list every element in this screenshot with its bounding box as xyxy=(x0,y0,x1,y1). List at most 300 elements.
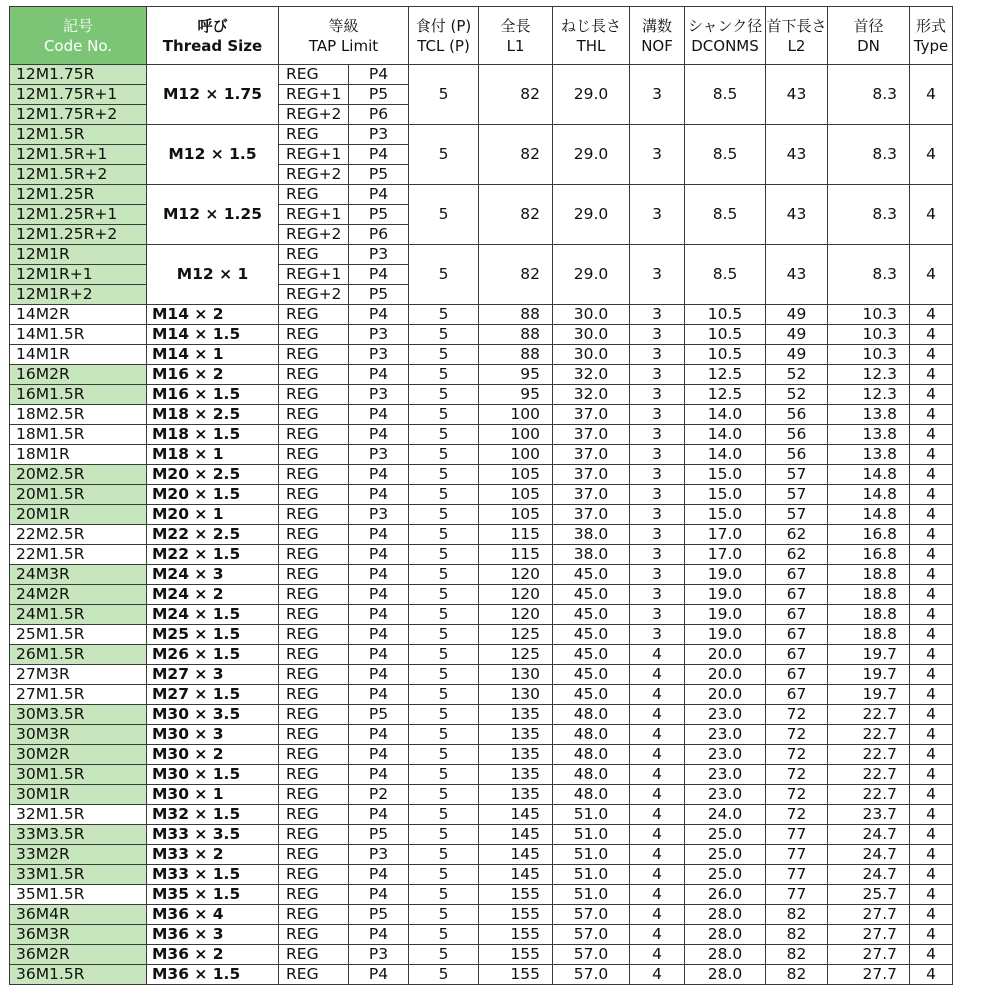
thl-cell: 57.0 xyxy=(553,945,630,965)
l2-cell: 43 xyxy=(766,245,828,305)
code-cell: 12M1.25R+1 xyxy=(10,205,147,225)
nof-cell: 3 xyxy=(630,545,685,565)
thread-size-cell: M33 × 3.5 xyxy=(147,825,279,845)
tap-limit-cell: REG xyxy=(279,905,349,925)
dconms-cell: 28.0 xyxy=(685,965,766,985)
table-row xyxy=(10,865,953,885)
tap-limit-cell: REG xyxy=(279,245,349,265)
dn-cell: 18.8 xyxy=(828,585,910,605)
code-cell: 24M1.5R xyxy=(10,605,147,625)
thread-size-cell: M18 × 2.5 xyxy=(147,405,279,425)
tcl-cell: 5 xyxy=(409,385,479,405)
type-cell: 4 xyxy=(910,585,953,605)
dconms-cell: 20.0 xyxy=(685,665,766,685)
dconms-cell: 8.5 xyxy=(685,245,766,305)
tap-limit-cell: REG+1 xyxy=(279,265,349,285)
tap-limit-cell: REG xyxy=(279,625,349,645)
code-cell: 18M1.5R xyxy=(10,425,147,445)
dconms-cell: 10.5 xyxy=(685,345,766,365)
tcl-cell: 5 xyxy=(409,705,479,725)
tap-limit-cell: REG xyxy=(279,125,349,145)
thread-size-cell: M36 × 2 xyxy=(147,945,279,965)
type-cell: 4 xyxy=(910,765,953,785)
code-cell: 20M1R xyxy=(10,505,147,525)
dconms-cell: 15.0 xyxy=(685,485,766,505)
tcl-cell: 5 xyxy=(409,765,479,785)
l2-cell: 67 xyxy=(766,685,828,705)
tcl-cell: 5 xyxy=(409,545,479,565)
tap-limit-p-cell: P3 xyxy=(349,325,409,345)
code-cell: 16M2R xyxy=(10,365,147,385)
table-row xyxy=(10,325,953,345)
type-cell: 4 xyxy=(910,785,953,805)
type-cell: 4 xyxy=(910,125,953,185)
tcl-cell: 5 xyxy=(409,365,479,385)
tap-limit-cell: REG xyxy=(279,725,349,745)
l1-cell: 135 xyxy=(479,765,553,785)
tcl-cell: 5 xyxy=(409,925,479,945)
tcl-cell: 5 xyxy=(409,585,479,605)
table-row xyxy=(10,725,953,745)
table-row xyxy=(10,525,953,545)
l1-cell: 82 xyxy=(479,245,553,305)
thread-size-cell: M24 × 2 xyxy=(147,585,279,605)
code-cell: 12M1.75R xyxy=(10,65,147,85)
dconms-cell: 10.5 xyxy=(685,305,766,325)
tap-limit-cell: REG xyxy=(279,465,349,485)
l2-cell: 82 xyxy=(766,905,828,925)
header-l2: 首下長さ L2 xyxy=(766,7,828,65)
tap-limit-p-cell: P5 xyxy=(349,205,409,225)
l2-cell: 72 xyxy=(766,765,828,785)
header-tcl: 食付 (P) TCL (P) xyxy=(409,7,479,65)
tap-limit-cell: REG+2 xyxy=(279,225,349,245)
tap-limit-p-cell: P3 xyxy=(349,945,409,965)
table-row xyxy=(10,965,953,985)
tap-limit-cell: REG xyxy=(279,645,349,665)
dn-cell: 22.7 xyxy=(828,785,910,805)
table-row xyxy=(10,485,953,505)
dn-cell: 23.7 xyxy=(828,805,910,825)
table-row xyxy=(10,425,953,445)
tap-limit-cell: REG+1 xyxy=(279,205,349,225)
tap-limit-p-cell: P3 xyxy=(349,125,409,145)
type-cell: 4 xyxy=(910,905,953,925)
tcl-cell: 5 xyxy=(409,485,479,505)
type-cell: 4 xyxy=(910,245,953,305)
dn-cell: 22.7 xyxy=(828,705,910,725)
header-code: 記号 Code No. xyxy=(10,7,147,65)
dconms-cell: 10.5 xyxy=(685,325,766,345)
code-cell: 27M1.5R xyxy=(10,685,147,705)
type-cell: 4 xyxy=(910,305,953,325)
thread-size-cell: M24 × 1.5 xyxy=(147,605,279,625)
thread-size-cell: M36 × 4 xyxy=(147,905,279,925)
dn-cell: 12.3 xyxy=(828,385,910,405)
table-row xyxy=(10,705,953,725)
l1-cell: 115 xyxy=(479,545,553,565)
table-row xyxy=(10,505,953,525)
table-row xyxy=(10,945,953,965)
nof-cell: 3 xyxy=(630,605,685,625)
dconms-cell: 14.0 xyxy=(685,425,766,445)
tap-limit-cell: REG xyxy=(279,865,349,885)
code-cell: 14M1R xyxy=(10,345,147,365)
type-cell: 4 xyxy=(910,325,953,345)
header-row xyxy=(10,7,953,65)
dconms-cell: 8.5 xyxy=(685,185,766,245)
tcl-cell: 5 xyxy=(409,645,479,665)
tap-limit-cell: REG xyxy=(279,685,349,705)
l2-cell: 82 xyxy=(766,965,828,985)
tap-limit-cell: REG xyxy=(279,385,349,405)
table-row xyxy=(10,825,953,845)
code-cell: 30M3R xyxy=(10,725,147,745)
dn-cell: 12.3 xyxy=(828,365,910,385)
thl-cell: 48.0 xyxy=(553,785,630,805)
thread-size-cell: M20 × 1 xyxy=(147,505,279,525)
table-row xyxy=(10,685,953,705)
dconms-cell: 24.0 xyxy=(685,805,766,825)
thread-size-cell: M35 × 1.5 xyxy=(147,885,279,905)
dconms-cell: 12.5 xyxy=(685,365,766,385)
l1-cell: 105 xyxy=(479,485,553,505)
thread-size-cell: M27 × 1.5 xyxy=(147,685,279,705)
dn-cell: 13.8 xyxy=(828,405,910,425)
type-cell: 4 xyxy=(910,345,953,365)
tcl-cell: 5 xyxy=(409,665,479,685)
thread-size-cell: M14 × 2 xyxy=(147,305,279,325)
nof-cell: 3 xyxy=(630,245,685,305)
l2-cell: 82 xyxy=(766,945,828,965)
table-row xyxy=(10,405,953,425)
l1-cell: 105 xyxy=(479,505,553,525)
tap-limit-cell: REG xyxy=(279,585,349,605)
thread-size-cell: M18 × 1.5 xyxy=(147,425,279,445)
tcl-cell: 5 xyxy=(409,125,479,185)
tap-limit-p-cell: P5 xyxy=(349,825,409,845)
table-row xyxy=(10,645,953,665)
table-row xyxy=(10,305,953,325)
code-cell: 16M1.5R xyxy=(10,385,147,405)
table-row xyxy=(10,765,953,785)
tcl-cell: 5 xyxy=(409,805,479,825)
tap-limit-p-cell: P3 xyxy=(349,445,409,465)
header-dconms: シャンク径 DCONMS xyxy=(685,7,766,65)
thl-cell: 51.0 xyxy=(553,825,630,845)
nof-cell: 4 xyxy=(630,685,685,705)
l1-cell: 155 xyxy=(479,905,553,925)
tcl-cell: 5 xyxy=(409,865,479,885)
code-cell: 30M2R xyxy=(10,745,147,765)
dn-cell: 25.7 xyxy=(828,885,910,905)
thl-cell: 51.0 xyxy=(553,805,630,825)
code-cell: 12M1.5R+2 xyxy=(10,165,147,185)
type-cell: 4 xyxy=(910,725,953,745)
thl-cell: 57.0 xyxy=(553,905,630,925)
type-cell: 4 xyxy=(910,925,953,945)
dn-cell: 14.8 xyxy=(828,465,910,485)
header-nof: 溝数 NOF xyxy=(630,7,685,65)
nof-cell: 4 xyxy=(630,725,685,745)
thread-size-cell: M20 × 2.5 xyxy=(147,465,279,485)
l1-cell: 120 xyxy=(479,565,553,585)
type-cell: 4 xyxy=(910,65,953,125)
dn-cell: 16.8 xyxy=(828,545,910,565)
dn-cell: 27.7 xyxy=(828,925,910,945)
table-row xyxy=(10,65,953,85)
tap-limit-cell: REG+2 xyxy=(279,105,349,125)
thl-cell: 38.0 xyxy=(553,525,630,545)
tap-limit-p-cell: P4 xyxy=(349,305,409,325)
l2-cell: 67 xyxy=(766,665,828,685)
thl-cell: 32.0 xyxy=(553,365,630,385)
table-row xyxy=(10,905,953,925)
type-cell: 4 xyxy=(910,805,953,825)
type-cell: 4 xyxy=(910,425,953,445)
nof-cell: 3 xyxy=(630,65,685,125)
tap-limit-p-cell: P2 xyxy=(349,785,409,805)
dn-cell: 22.7 xyxy=(828,745,910,765)
tap-limit-p-cell: P3 xyxy=(349,245,409,265)
thread-size-cell: M36 × 3 xyxy=(147,925,279,945)
tap-limit-cell: REG xyxy=(279,365,349,385)
code-cell: 30M3.5R xyxy=(10,705,147,725)
l1-cell: 155 xyxy=(479,925,553,945)
thl-cell: 37.0 xyxy=(553,485,630,505)
l1-cell: 125 xyxy=(479,625,553,645)
thl-cell: 45.0 xyxy=(553,585,630,605)
tap-limit-cell: REG xyxy=(279,405,349,425)
l1-cell: 100 xyxy=(479,425,553,445)
thread-size-cell: M14 × 1 xyxy=(147,345,279,365)
dconms-cell: 19.0 xyxy=(685,565,766,585)
dn-cell: 22.7 xyxy=(828,725,910,745)
dn-cell: 13.8 xyxy=(828,425,910,445)
tap-limit-cell: REG xyxy=(279,925,349,945)
thread-size-cell: M12 × 1.5 xyxy=(147,125,279,185)
code-cell: 12M1R+2 xyxy=(10,285,147,305)
tap-limit-cell: REG xyxy=(279,785,349,805)
dn-cell: 27.7 xyxy=(828,945,910,965)
l2-cell: 43 xyxy=(766,185,828,245)
thread-size-cell: M30 × 1 xyxy=(147,785,279,805)
thread-size-cell: M26 × 1.5 xyxy=(147,645,279,665)
tap-limit-cell: REG xyxy=(279,705,349,725)
type-cell: 4 xyxy=(910,645,953,665)
type-cell: 4 xyxy=(910,545,953,565)
dconms-cell: 19.0 xyxy=(685,605,766,625)
dn-cell: 10.3 xyxy=(828,345,910,365)
tap-limit-p-cell: P4 xyxy=(349,865,409,885)
l1-cell: 145 xyxy=(479,865,553,885)
dn-cell: 24.7 xyxy=(828,825,910,845)
tap-limit-p-cell: P3 xyxy=(349,505,409,525)
code-cell: 30M1R xyxy=(10,785,147,805)
tcl-cell: 5 xyxy=(409,325,479,345)
tcl-cell: 5 xyxy=(409,825,479,845)
tcl-cell: 5 xyxy=(409,685,479,705)
tap-limit-p-cell: P5 xyxy=(349,165,409,185)
dconms-cell: 15.0 xyxy=(685,505,766,525)
tap-limit-p-cell: P6 xyxy=(349,105,409,125)
l2-cell: 72 xyxy=(766,725,828,745)
l1-cell: 155 xyxy=(479,885,553,905)
type-cell: 4 xyxy=(910,485,953,505)
tap-limit-p-cell: P4 xyxy=(349,545,409,565)
tcl-cell: 5 xyxy=(409,345,479,365)
thl-cell: 30.0 xyxy=(553,345,630,365)
dn-cell: 27.7 xyxy=(828,905,910,925)
thread-size-cell: M16 × 2 xyxy=(147,365,279,385)
thl-cell: 48.0 xyxy=(553,765,630,785)
tcl-cell: 5 xyxy=(409,845,479,865)
dn-cell: 8.3 xyxy=(828,185,910,245)
thread-size-cell: M25 × 1.5 xyxy=(147,625,279,645)
tap-limit-cell: REG xyxy=(279,505,349,525)
tap-limit-p-cell: P4 xyxy=(349,765,409,785)
nof-cell: 3 xyxy=(630,525,685,545)
thl-cell: 45.0 xyxy=(553,685,630,705)
l2-cell: 72 xyxy=(766,745,828,765)
dconms-cell: 28.0 xyxy=(685,905,766,925)
tap-limit-cell: REG xyxy=(279,745,349,765)
tcl-cell: 5 xyxy=(409,245,479,305)
tap-limit-p-cell: P5 xyxy=(349,705,409,725)
tap-limit-cell: REG xyxy=(279,305,349,325)
tap-limit-cell: REG xyxy=(279,485,349,505)
tap-limit-p-cell: P4 xyxy=(349,405,409,425)
l1-cell: 82 xyxy=(479,125,553,185)
thl-cell: 37.0 xyxy=(553,445,630,465)
tcl-cell: 5 xyxy=(409,785,479,805)
nof-cell: 3 xyxy=(630,365,685,385)
thl-cell: 48.0 xyxy=(553,725,630,745)
type-cell: 4 xyxy=(910,745,953,765)
tap-limit-p-cell: P4 xyxy=(349,805,409,825)
code-cell: 32M1.5R xyxy=(10,805,147,825)
table-row xyxy=(10,185,953,205)
nof-cell: 3 xyxy=(630,425,685,445)
tap-limit-p-cell: P4 xyxy=(349,745,409,765)
header-dn: 首径 DN xyxy=(828,7,910,65)
dconms-cell: 25.0 xyxy=(685,865,766,885)
type-cell: 4 xyxy=(910,605,953,625)
l2-cell: 77 xyxy=(766,845,828,865)
dconms-cell: 17.0 xyxy=(685,545,766,565)
l2-cell: 67 xyxy=(766,605,828,625)
thl-cell: 29.0 xyxy=(553,245,630,305)
l2-cell: 67 xyxy=(766,645,828,665)
nof-cell: 3 xyxy=(630,125,685,185)
tap-limit-cell: REG xyxy=(279,565,349,585)
type-cell: 4 xyxy=(910,945,953,965)
l2-cell: 52 xyxy=(766,385,828,405)
tcl-cell: 5 xyxy=(409,505,479,525)
code-cell: 12M1.25R xyxy=(10,185,147,205)
dn-cell: 8.3 xyxy=(828,125,910,185)
nof-cell: 4 xyxy=(630,905,685,925)
header-tap-limit: 等級 TAP Limit xyxy=(279,7,409,65)
nof-cell: 4 xyxy=(630,785,685,805)
l1-cell: 120 xyxy=(479,605,553,625)
l2-cell: 77 xyxy=(766,865,828,885)
tap-limit-p-cell: P4 xyxy=(349,605,409,625)
thread-size-cell: M33 × 2 xyxy=(147,845,279,865)
l1-cell: 105 xyxy=(479,465,553,485)
thl-cell: 30.0 xyxy=(553,325,630,345)
thread-size-cell: M16 × 1.5 xyxy=(147,385,279,405)
code-cell: 24M2R xyxy=(10,585,147,605)
l1-cell: 100 xyxy=(479,405,553,425)
thread-size-cell: M12 × 1.75 xyxy=(147,65,279,125)
l1-cell: 145 xyxy=(479,845,553,865)
thread-size-cell: M27 × 3 xyxy=(147,665,279,685)
nof-cell: 4 xyxy=(630,645,685,665)
type-cell: 4 xyxy=(910,405,953,425)
thread-size-cell: M30 × 3 xyxy=(147,725,279,745)
l1-cell: 82 xyxy=(479,65,553,125)
tap-limit-cell: REG xyxy=(279,665,349,685)
tap-limit-p-cell: P4 xyxy=(349,645,409,665)
l1-cell: 145 xyxy=(479,805,553,825)
tcl-cell: 5 xyxy=(409,565,479,585)
type-cell: 4 xyxy=(910,685,953,705)
nof-cell: 4 xyxy=(630,805,685,825)
code-cell: 18M2.5R xyxy=(10,405,147,425)
l2-cell: 72 xyxy=(766,785,828,805)
tap-limit-p-cell: P4 xyxy=(349,425,409,445)
code-cell: 12M1R+1 xyxy=(10,265,147,285)
tap-limit-cell: REG xyxy=(279,325,349,345)
dn-cell: 24.7 xyxy=(828,865,910,885)
nof-cell: 3 xyxy=(630,445,685,465)
l2-cell: 49 xyxy=(766,325,828,345)
tap-limit-cell: REG xyxy=(279,525,349,545)
thread-size-cell: M20 × 1.5 xyxy=(147,485,279,505)
table-body xyxy=(10,65,953,985)
code-cell: 14M2R xyxy=(10,305,147,325)
spec-table-container xyxy=(9,6,952,985)
tcl-cell: 5 xyxy=(409,445,479,465)
tcl-cell: 5 xyxy=(409,965,479,985)
l1-cell: 155 xyxy=(479,965,553,985)
tap-limit-p-cell: P4 xyxy=(349,185,409,205)
l2-cell: 43 xyxy=(766,65,828,125)
l1-cell: 88 xyxy=(479,305,553,325)
nof-cell: 3 xyxy=(630,585,685,605)
code-cell: 22M1.5R xyxy=(10,545,147,565)
tap-limit-p-cell: P4 xyxy=(349,265,409,285)
dconms-cell: 25.0 xyxy=(685,825,766,845)
type-cell: 4 xyxy=(910,625,953,645)
nof-cell: 4 xyxy=(630,705,685,725)
code-cell: 14M1.5R xyxy=(10,325,147,345)
l2-cell: 49 xyxy=(766,305,828,325)
tap-limit-cell: REG xyxy=(279,965,349,985)
tcl-cell: 5 xyxy=(409,425,479,445)
nof-cell: 3 xyxy=(630,325,685,345)
l1-cell: 135 xyxy=(479,745,553,765)
nof-cell: 4 xyxy=(630,925,685,945)
table-row xyxy=(10,745,953,765)
nof-cell: 3 xyxy=(630,485,685,505)
tap-limit-cell: REG xyxy=(279,545,349,565)
thl-cell: 45.0 xyxy=(553,645,630,665)
nof-cell: 3 xyxy=(630,185,685,245)
dn-cell: 24.7 xyxy=(828,845,910,865)
dn-cell: 16.8 xyxy=(828,525,910,545)
